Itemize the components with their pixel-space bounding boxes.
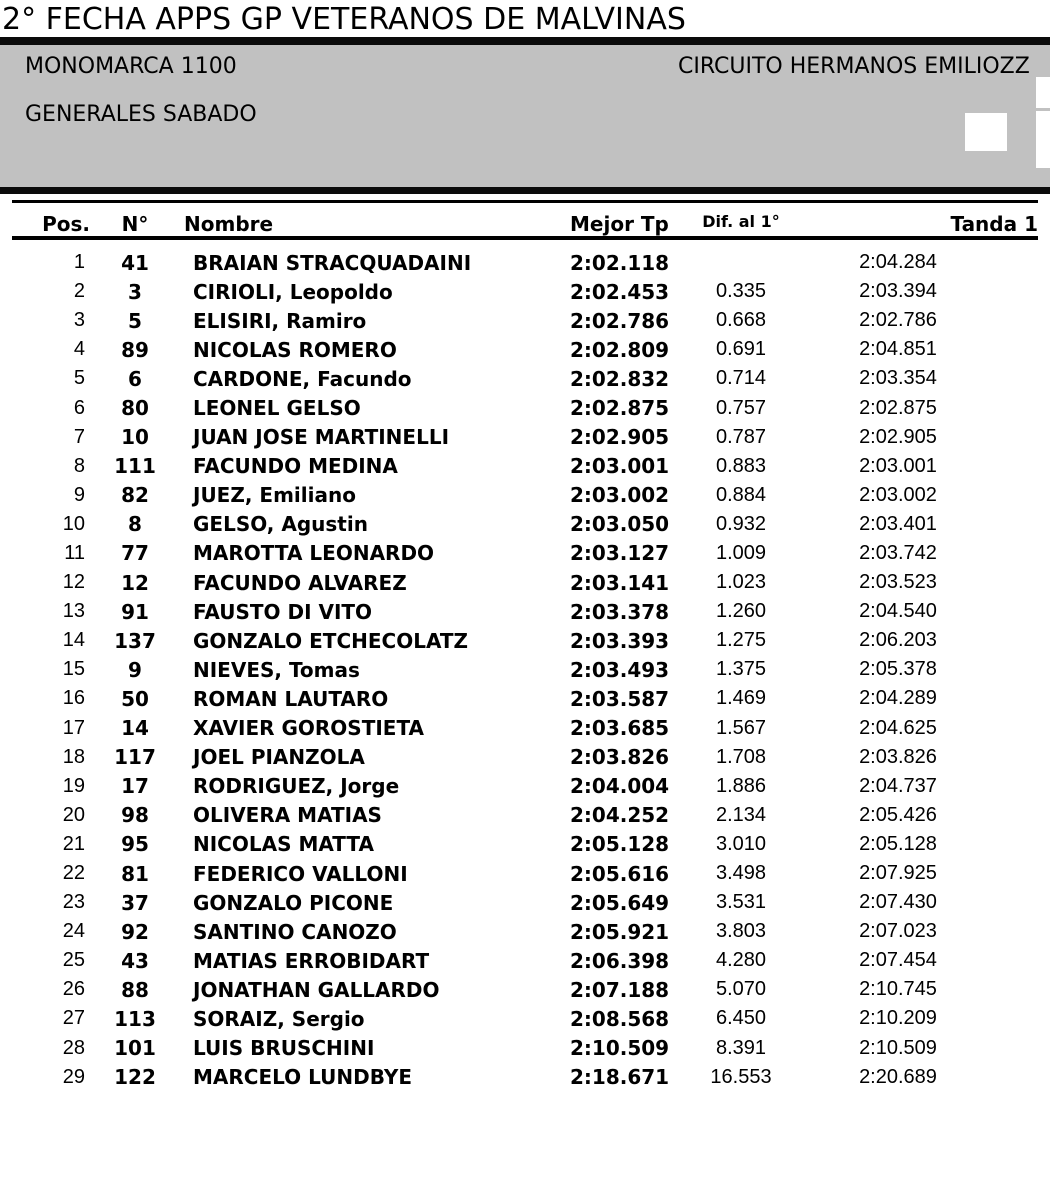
gap-cell: 0.884 (715, 483, 767, 506)
number-cell: 77 (121, 541, 149, 566)
number-cell: 89 (121, 337, 149, 362)
table-row (12, 306, 1038, 335)
table-row (12, 510, 1038, 539)
gap-cell: 1.886 (715, 774, 767, 797)
pos-cell: 25 (62, 949, 85, 972)
table-row (12, 1034, 1038, 1063)
name-cell: LEONEL GELSO (193, 396, 361, 421)
name-cell: SANTINO CANOZO (193, 919, 397, 944)
tanda1-cell: 2:04.289 (859, 687, 937, 710)
table-row (12, 888, 1038, 917)
best-lap-cell: 2:03.493 (570, 657, 670, 682)
table-row (12, 568, 1038, 597)
table-row (12, 1063, 1038, 1092)
best-lap-cell: 2:02.118 (570, 250, 670, 275)
gap-cell: 8.391 (715, 1036, 767, 1059)
table-row (12, 452, 1038, 481)
name-cell: JONATHAN GALLARDO (193, 977, 440, 1002)
gap-cell: 0.787 (715, 425, 767, 448)
best-lap-cell: 2:06.398 (570, 948, 670, 973)
number-cell: 80 (121, 396, 149, 421)
name-cell: ELISIRI, Ramiro (193, 308, 367, 333)
pos-cell: 22 (62, 862, 85, 885)
tanda1-cell: 2:10.209 (859, 1007, 937, 1030)
number-cell: 91 (121, 599, 149, 624)
tanda1-cell: 2:05.426 (859, 803, 937, 826)
table-row (12, 772, 1038, 801)
name-cell: RODRIGUEZ, Jorge (193, 774, 400, 799)
name-cell: BRAIAN STRACQUADAINI (193, 250, 472, 275)
pos-cell: 11 (64, 541, 85, 564)
best-lap-cell: 2:07.188 (570, 977, 670, 1002)
gap-cell: 2.134 (715, 803, 767, 826)
tanda1-cell: 2:10.745 (859, 978, 937, 1001)
table-body (12, 240, 1038, 1092)
pos-cell: 8 (73, 454, 85, 477)
best-lap-cell: 2:04.252 (570, 803, 670, 828)
name-cell: GELSO, Agustin (193, 512, 368, 537)
table-row (12, 539, 1038, 568)
number-cell: 113 (114, 1006, 156, 1031)
best-lap-cell: 2:03.141 (570, 570, 670, 595)
gap-cell: 0.714 (715, 367, 767, 390)
gap-cell: 1.469 (715, 687, 767, 710)
tanda1-cell: 2:04.540 (859, 600, 937, 623)
gap-cell: 1.708 (715, 745, 767, 768)
pos-cell: 28 (62, 1036, 85, 1059)
pos-cell: 1 (73, 251, 85, 274)
results-table (12, 200, 1038, 1092)
tanda1-cell: 2:03.523 (859, 571, 937, 594)
name-cell: GONZALO PICONE (193, 890, 394, 915)
tanda1-cell: 2:04.625 (859, 716, 937, 739)
gap-cell: 0.757 (715, 396, 767, 419)
pos-cell: 5 (73, 367, 85, 390)
tanda1-cell: 2:04.737 (859, 774, 937, 797)
logo-white-square (965, 113, 1007, 151)
pos-cell: 9 (73, 483, 85, 506)
tanda1-cell: 2:05.128 (859, 832, 937, 855)
table-row (12, 946, 1038, 975)
pos-cell: 24 (62, 920, 85, 943)
column-header-best-lap: Mejor Tp (570, 212, 669, 236)
number-cell: 17 (121, 774, 149, 799)
best-lap-cell: 2:02.809 (570, 337, 670, 362)
tanda1-cell: 2:07.454 (859, 949, 937, 972)
gap-cell: 3.531 (715, 891, 767, 914)
pos-cell: 7 (73, 425, 85, 448)
name-cell: NIEVES, Tomas (193, 657, 360, 682)
best-lap-cell: 2:03.685 (570, 716, 670, 741)
tanda1-cell: 2:05.378 (859, 658, 937, 681)
best-lap-cell: 2:03.378 (570, 599, 670, 624)
gap-cell: 5.070 (715, 978, 767, 1001)
number-cell: 9 (128, 657, 142, 682)
name-cell: JUEZ, Emiliano (193, 483, 356, 508)
pos-cell: 6 (73, 396, 85, 419)
name-cell: JUAN JOSE MARTINELLI (193, 425, 450, 450)
best-lap-cell: 2:02.832 (570, 366, 670, 391)
number-cell: 3 (128, 279, 142, 304)
table-row (12, 248, 1038, 277)
gap-cell: 0.883 (715, 454, 767, 477)
tanda1-cell: 2:03.401 (859, 512, 937, 535)
tanda1-cell: 2:10.509 (859, 1036, 937, 1059)
name-cell: CIRIOLI, Leopoldo (193, 279, 393, 304)
pos-cell: 26 (62, 978, 85, 1001)
best-lap-cell: 2:10.509 (570, 1036, 670, 1061)
name-cell: OLIVERA MATIAS (193, 803, 382, 828)
tanda1-cell: 2:07.023 (859, 920, 937, 943)
number-cell: 88 (121, 977, 149, 1002)
tanda1-cell: 2:02.905 (859, 425, 937, 448)
best-lap-cell: 2:08.568 (570, 1006, 670, 1031)
pos-cell: 14 (62, 629, 85, 652)
table-row (12, 393, 1038, 422)
number-cell: 117 (114, 745, 156, 770)
number-cell: 14 (121, 716, 149, 741)
tanda1-cell: 2:02.786 (859, 309, 937, 332)
best-lap-cell: 2:02.453 (570, 279, 670, 304)
number-cell: 92 (121, 919, 149, 944)
pos-cell: 17 (62, 716, 85, 739)
table-row (12, 801, 1038, 830)
session-label: GENERALES SABADO (25, 102, 257, 127)
name-cell: GONZALO ETCHECOLATZ (193, 628, 469, 653)
name-cell: JOEL PIANZOLA (193, 745, 365, 770)
gap-cell: 0.335 (715, 280, 767, 303)
number-cell: 111 (114, 454, 156, 479)
table-row (12, 830, 1038, 859)
number-cell: 98 (121, 803, 149, 828)
gap-cell: 4.280 (715, 949, 767, 972)
best-lap-cell: 2:05.649 (570, 890, 670, 915)
pos-cell: 27 (62, 1007, 85, 1030)
gap-cell: 1.275 (715, 629, 767, 652)
tanda1-cell: 2:02.875 (859, 396, 937, 419)
best-lap-cell: 2:03.002 (570, 483, 670, 508)
tanda1-cell: 2:06.203 (859, 629, 937, 652)
gap-cell: 1.009 (715, 541, 767, 564)
pos-cell: 12 (62, 571, 85, 594)
best-lap-cell: 2:03.001 (570, 454, 670, 479)
gap-cell: 3.498 (715, 862, 767, 885)
column-header-number: N° (121, 212, 149, 236)
best-lap-cell: 2:03.826 (570, 745, 670, 770)
gap-cell: 1.023 (715, 571, 767, 594)
best-lap-cell: 2:05.128 (570, 832, 670, 857)
pos-cell: 3 (73, 309, 85, 332)
name-cell: XAVIER GOROSTIETA (193, 716, 425, 741)
tanda1-cell: 2:03.826 (859, 745, 937, 768)
number-cell: 95 (121, 832, 149, 857)
gap-cell: 16.553 (710, 1065, 772, 1088)
table-row (12, 743, 1038, 772)
best-lap-cell: 2:18.671 (570, 1065, 670, 1090)
tanda1-cell: 2:20.689 (859, 1065, 937, 1088)
pos-cell: 18 (62, 745, 85, 768)
number-cell: 12 (121, 570, 149, 595)
header-band (0, 45, 1050, 187)
name-cell: FACUNDO ALVAREZ (193, 570, 407, 595)
pos-cell: 16 (62, 687, 85, 710)
number-cell: 101 (114, 1036, 156, 1061)
gap-cell: 3.803 (715, 920, 767, 943)
pos-cell: 21 (62, 832, 85, 855)
best-lap-cell: 2:02.786 (570, 308, 670, 333)
column-header-pos: Pos. (42, 212, 90, 236)
gap-cell: 1.260 (715, 600, 767, 623)
best-lap-cell: 2:04.004 (570, 774, 670, 799)
tanda1-cell: 2:03.394 (859, 280, 937, 303)
tanda1-cell: 2:04.851 (859, 338, 937, 361)
number-cell: 10 (121, 425, 149, 450)
logo-white-square (1036, 111, 1050, 168)
name-cell: CARDONE, Facundo (193, 366, 412, 391)
number-cell: 5 (128, 308, 142, 333)
best-lap-cell: 2:05.616 (570, 861, 670, 886)
table-row (12, 655, 1038, 684)
pos-cell: 4 (73, 338, 85, 361)
name-cell: LUIS BRUSCHINI (193, 1036, 375, 1061)
number-cell: 82 (121, 483, 149, 508)
pos-cell: 15 (62, 658, 85, 681)
column-header-gap: Dif. al 1° (702, 212, 780, 231)
name-cell: MATIAS ERROBIDART (193, 948, 430, 973)
table-row (12, 626, 1038, 655)
table-row (12, 1004, 1038, 1033)
table-header-row (12, 200, 1038, 240)
pos-cell: 19 (62, 774, 85, 797)
best-lap-cell: 2:02.875 (570, 396, 670, 421)
tanda1-cell: 2:03.742 (859, 541, 937, 564)
logo-white-square (1036, 77, 1050, 108)
tanda1-cell: 2:03.354 (859, 367, 937, 390)
table-row (12, 684, 1038, 713)
number-cell: 43 (121, 948, 149, 973)
best-lap-cell: 2:03.393 (570, 628, 670, 653)
number-cell: 41 (121, 250, 149, 275)
best-lap-cell: 2:05.921 (570, 919, 670, 944)
pos-cell: 29 (62, 1065, 85, 1088)
page-title: 2° FECHA APPS GP VETERANOS DE MALVINAS (2, 2, 686, 37)
gap-cell: 1.375 (715, 658, 767, 681)
tanda1-cell: 2:07.430 (859, 891, 937, 914)
gap-cell: 0.932 (715, 512, 767, 535)
best-lap-cell: 2:02.905 (570, 425, 670, 450)
pos-cell: 2 (73, 280, 85, 303)
name-cell: NICOLAS ROMERO (193, 337, 397, 362)
best-lap-cell: 2:03.127 (570, 541, 670, 566)
name-cell: FEDERICO VALLONI (193, 861, 408, 886)
gap-cell: 6.450 (715, 1007, 767, 1030)
number-cell: 8 (128, 512, 142, 537)
table-row (12, 597, 1038, 626)
circuit-label: CIRCUITO HERMANOS EMILIOZZ (678, 54, 1030, 79)
number-cell: 50 (121, 686, 149, 711)
number-cell: 122 (114, 1065, 156, 1090)
table-row (12, 335, 1038, 364)
name-cell: MAROTTA LEONARDO (193, 541, 435, 566)
name-cell: MARCELO LUNDBYE (193, 1065, 413, 1090)
number-cell: 37 (121, 890, 149, 915)
table-row (12, 917, 1038, 946)
number-cell: 81 (121, 861, 149, 886)
tanda1-cell: 2:07.925 (859, 862, 937, 885)
pos-cell: 20 (62, 803, 85, 826)
tanda1-cell: 2:03.001 (859, 454, 937, 477)
pos-cell: 23 (62, 891, 85, 914)
table-row (12, 714, 1038, 743)
table-row (12, 859, 1038, 888)
name-cell: ROMAN LAUTARO (193, 686, 389, 711)
pos-cell: 10 (62, 512, 85, 535)
table-row (12, 975, 1038, 1004)
number-cell: 137 (114, 628, 156, 653)
name-cell: SORAIZ, Sergio (193, 1006, 365, 1031)
tanda1-cell: 2:03.002 (859, 483, 937, 506)
table-row (12, 423, 1038, 452)
gap-cell: 0.691 (715, 338, 767, 361)
best-lap-cell: 2:03.587 (570, 686, 670, 711)
divider-bar-bottom (0, 187, 1050, 194)
gap-cell: 3.010 (715, 832, 767, 855)
table-row (12, 277, 1038, 306)
category-label: MONOMARCA 1100 (25, 54, 237, 79)
column-header-name: Nombre (184, 212, 274, 236)
tanda1-cell: 2:04.284 (859, 251, 937, 274)
column-header-tanda1: Tanda 1 (950, 212, 1038, 236)
number-cell: 6 (128, 366, 142, 391)
table-row (12, 481, 1038, 510)
name-cell: FACUNDO MEDINA (193, 454, 398, 479)
divider-bar-top (0, 37, 1050, 45)
name-cell: FAUSTO DI VITO (193, 599, 373, 624)
table-row (12, 364, 1038, 393)
gap-cell: 0.668 (715, 309, 767, 332)
name-cell: NICOLAS MATTA (193, 832, 374, 857)
gap-cell: 1.567 (715, 716, 767, 739)
best-lap-cell: 2:03.050 (570, 512, 670, 537)
pos-cell: 13 (62, 600, 85, 623)
